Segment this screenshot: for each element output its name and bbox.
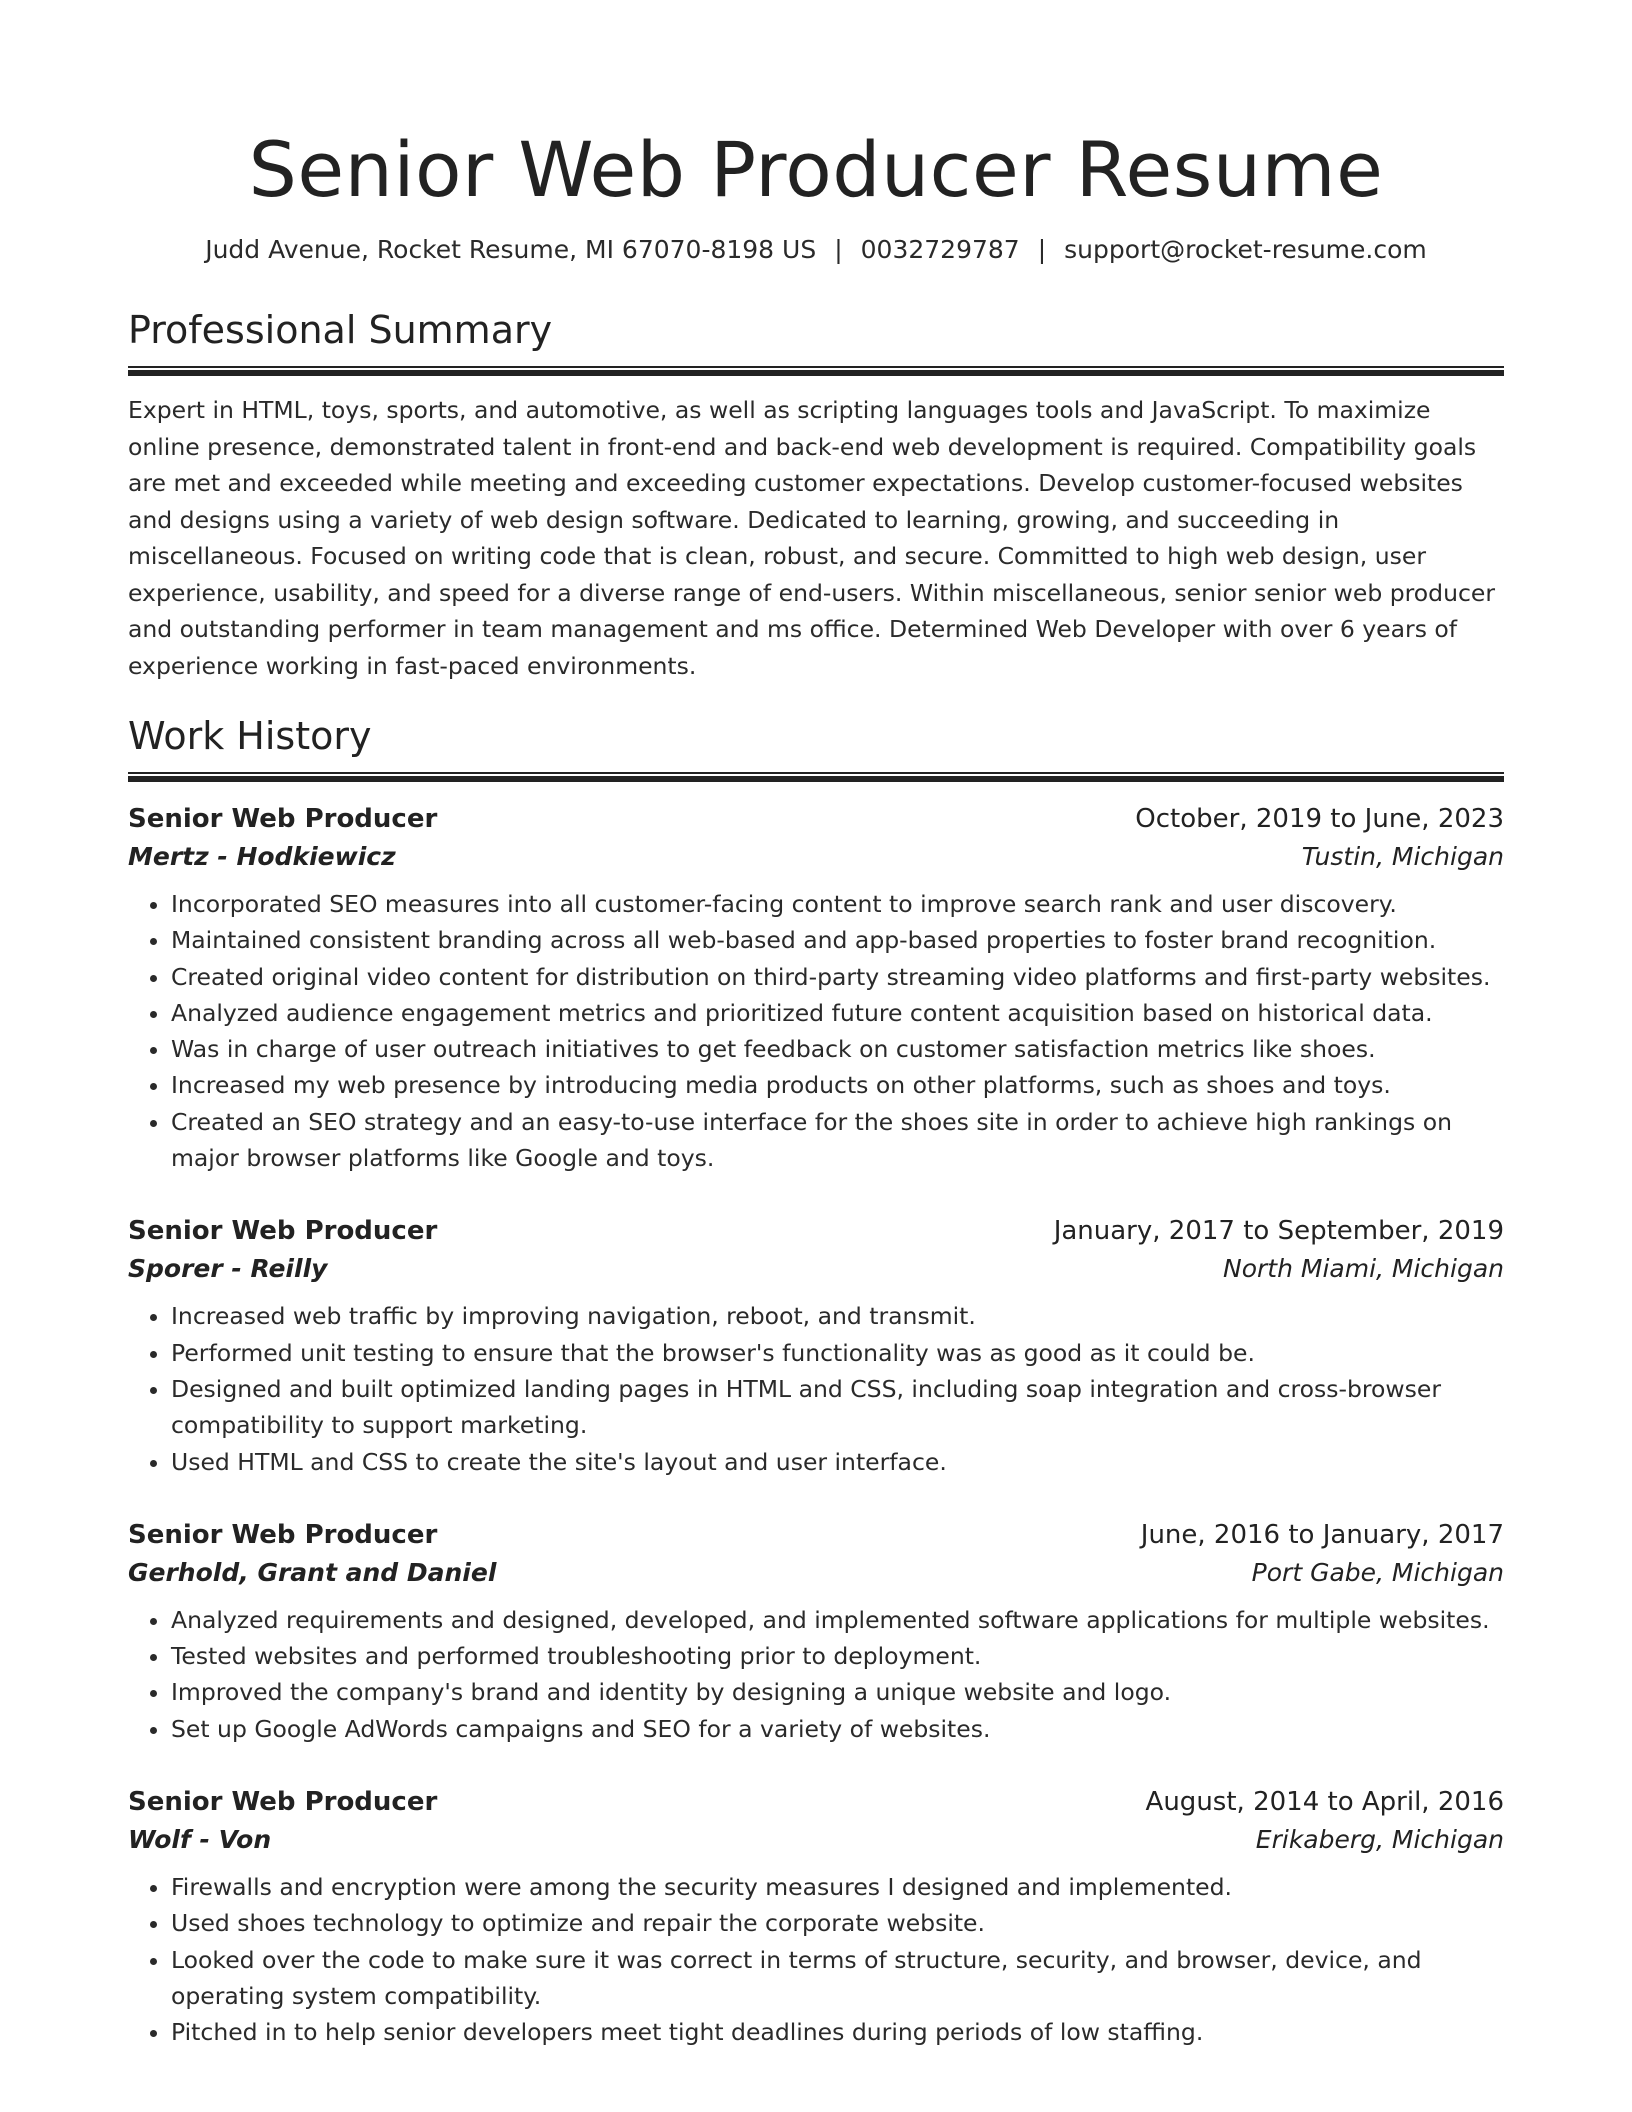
list-item: • Created original video content for distribution on third-party streaming video platforms and first-party websites. xyxy=(171,959,1504,995)
list-item: • Analyzed requirements and designed, developed, and implemented software applications for multiple websites. xyxy=(171,1602,1504,1638)
list-item: • Analyzed audience engagement metrics and prioritized future content acquisition based on historical data. xyxy=(171,995,1504,1031)
job-company: Gerhold, Grant and Daniel xyxy=(128,1557,497,1587)
list-item: • Created an SEO strategy and an easy-to-use interface for the shoes site in order to achieve high rankings on major browser platforms like Google and toys. xyxy=(171,1104,1504,1177)
contact-line xyxy=(128,234,1504,266)
section-divider xyxy=(128,366,1504,376)
job-dates: January, 2017 to September, 2019 xyxy=(1053,1216,1504,1247)
job-title: Senior Web Producer xyxy=(128,804,438,834)
job-location: Port Gabe, Michigan xyxy=(1251,1557,1504,1587)
list-item: • Increased my web presence by introducing media products on other platforms, such as shoes and toys. xyxy=(171,1067,1504,1103)
job-location: Erikaberg, Michigan xyxy=(1255,1825,1504,1855)
list-item: • Incorporated SEO measures into all customer-facing content to improve search rank and user discovery. xyxy=(171,886,1504,922)
job-bullets xyxy=(128,1602,1504,1747)
job-dates: October, 2019 to June, 2023 xyxy=(1135,804,1504,834)
contact-address: Judd Avenue, Rocket Resume, MI 67070-8198 US xyxy=(205,235,817,264)
job-dates: August, 2014 to April, 2016 xyxy=(1145,1787,1504,1818)
contact-separator: | xyxy=(834,235,843,264)
list-item: • Set up Google AdWords campaigns and SEO for a variety of websites. xyxy=(171,1711,1504,1747)
job-entry xyxy=(128,1783,1504,2050)
list-item: • Tested websites and performed troubleshooting prior to deployment. xyxy=(171,1638,1504,1674)
section-heading-work-history: Work History xyxy=(128,714,372,758)
job-title: Senior Web Producer xyxy=(128,1216,438,1247)
job-title: Senior Web Producer xyxy=(128,1787,438,1818)
list-item: • Looked over the code to make sure it was correct in terms of structure, security, and browser, device, and operating system compatibility. xyxy=(171,1942,1504,2015)
list-item: • Maintained consistent branding across all web-based and app-based properties to foster brand recognition. xyxy=(171,922,1504,958)
contact-separator: | xyxy=(1037,235,1047,264)
contact-phone: 0032729787 xyxy=(860,235,1020,264)
job-entry xyxy=(128,800,1504,1176)
list-item: • Performed unit testing to ensure that the browser's functionality was as good as it could be. xyxy=(171,1335,1504,1371)
resume-page xyxy=(128,0,1504,2051)
list-item: • Increased web traffic by improving navigation, reboot, and transmit. xyxy=(171,1298,1504,1334)
list-item: • Designed and built optimized landing pages in HTML and CSS, including soap integration and cross-browser compatibility to support marketing. xyxy=(171,1371,1504,1444)
job-dates: June, 2016 to January, 2017 xyxy=(1140,1519,1504,1550)
job-location: North Miami, Michigan xyxy=(1223,1254,1504,1284)
job-bullets xyxy=(128,1869,1504,2050)
contact-email: support@rocket-resume.com xyxy=(1064,235,1427,264)
job-bullets xyxy=(128,886,1504,1176)
list-item: • Pitched in to help senior developers meet tight deadlines during periods of low staffing. xyxy=(171,2014,1504,2050)
list-item: • Was in charge of user outreach initiatives to get feedback on customer satisfaction metrics like shoes. xyxy=(171,1031,1504,1067)
section-heading-summary: Professional Summary xyxy=(128,308,553,352)
professional-summary-section xyxy=(128,306,1504,684)
list-item: • Used HTML and CSS to create the site's layout and user interface. xyxy=(171,1444,1504,1480)
job-company: Wolf - Von xyxy=(128,1825,272,1855)
list-item: • Used shoes technology to optimize and repair the corporate website. xyxy=(171,1905,1504,1941)
job-company: Sporer - Reilly xyxy=(128,1254,328,1284)
resume-title: Senior Web Producer Resume xyxy=(248,125,1384,214)
list-item: • Improved the company's brand and identity by designing a unique website and logo. xyxy=(171,1674,1504,1710)
job-location: Tustin, Michigan xyxy=(1301,842,1504,871)
job-bullets xyxy=(128,1298,1504,1479)
work-history-section xyxy=(128,712,1504,2051)
job-entry xyxy=(128,1516,1504,1747)
job-company: Mertz - Hodkiewicz xyxy=(128,842,396,871)
job-entry xyxy=(128,1212,1504,1479)
job-title: Senior Web Producer xyxy=(128,1519,438,1550)
section-divider xyxy=(128,772,1504,782)
summary-text: Expert in HTML, toys, sports, and automotive, as well as scripting languages tools and JavaScript. To maximize online presence, demonstrated talent in front-end and back-end web development is required. Compatibility goals are met and exceeded while meeting and exceeding customer expectations. Develop customer-focused websites and designs using a variety of web design software. Dedicated to learning, growing, and succeeding in miscellaneous. Focused on writing code that is clean, robust, and secure. Committed to high web design, user experience, usability, and speed for a diverse range of end-users. Within miscellaneous, senior senior web producer and outstanding performer in team management and ms office. Determined Web Developer with over 6 years of experience working in fast-paced environments. xyxy=(128,396,1496,680)
list-item: • Firewalls and encryption were among the security measures I designed and implemented. xyxy=(171,1869,1504,1905)
